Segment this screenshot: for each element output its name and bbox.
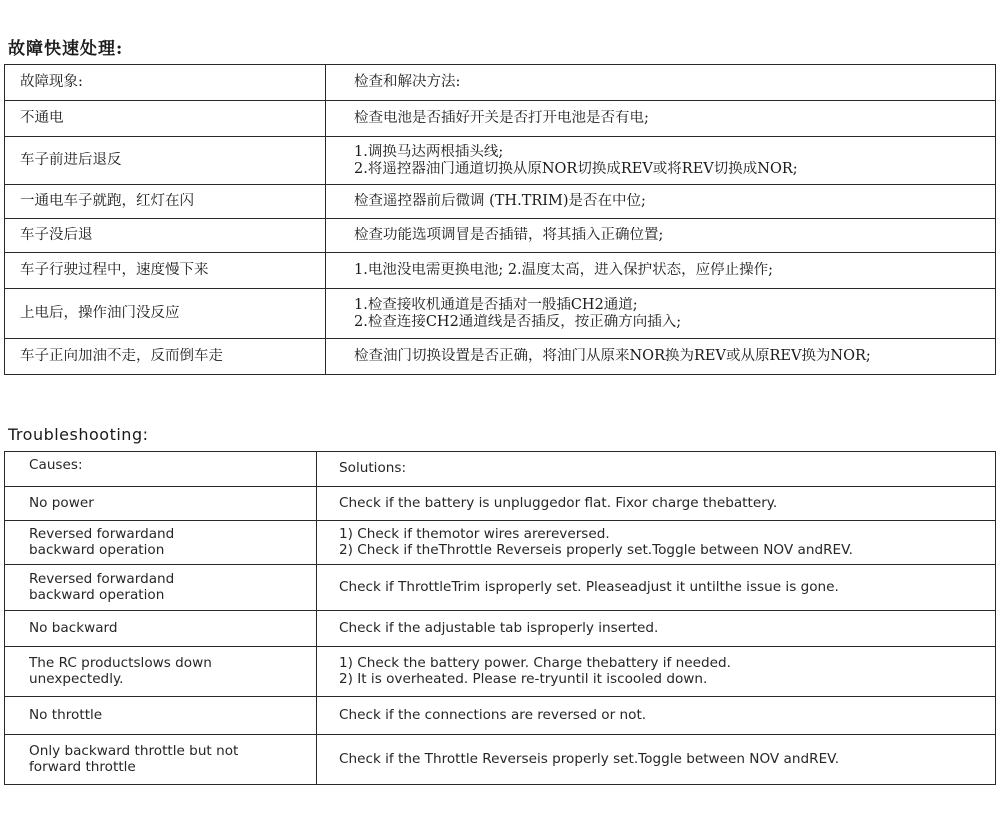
en-cell-solution-line: 2) Check if theThrottle Reverseis properly set.Toggle between NOV andREV. [339, 542, 853, 558]
cn-cell-symptom [5, 289, 326, 339]
cn-cell-symptom-line: 车子前进后退反 [20, 152, 122, 169]
en-cell-cause-line: No throttle [29, 707, 103, 723]
cn-cell-solution-line: 检查油门切换设置是否正确，将油门从原来NOR换为REV或从原REV换为NOR; [354, 348, 871, 365]
en-cell-solution-line: 1) Check if themotor wires arereversed. [339, 526, 610, 542]
cn-cell-solution [326, 289, 996, 339]
cn-cell-solution-line: 2.将遥控器油门通道切换从原NOR切换成REV或将REV切换成NOR; [354, 160, 798, 177]
en-cell-cause-line: No backward [29, 620, 118, 636]
cn-cell-solution-line: 检查功能选项调冒是否插错，将其插入正确位置; [354, 227, 664, 244]
cn-cell-solution-line: 1.调换马达两根插头线; [354, 143, 504, 160]
en-cell-cause [5, 611, 317, 647]
en-cell-cause [5, 565, 317, 611]
cn-cell-solution [326, 253, 996, 289]
en-cell-solution [317, 611, 996, 647]
en-cell-solution-line: 1) Check the battery power. Charge thebattery if needed. [339, 655, 731, 671]
en-table-row [5, 521, 996, 565]
cn-cell-solution-line: 检查电池是否插好开关是否打开电池是否有电; [354, 110, 649, 127]
en-table-row [5, 697, 996, 735]
cn-cell-symptom-line: 一通电车子就跑，红灯在闪 [20, 193, 194, 210]
en-cell-cause-line: The RC productslows down [29, 655, 212, 671]
en-cell-solution-line: Check if ThrottleTrim isproperly set. Pleaseadjust it untilthe issue is gone. [339, 579, 839, 595]
cn-cell-symptom-line: 车子没后退 [20, 227, 93, 244]
en-cell-cause [5, 735, 317, 785]
cn-cell-solution-line: 2.检查连接CH2通道线是否插反，按正确方向插入; [354, 313, 682, 330]
en-cell-solution [317, 697, 996, 735]
en-troubleshooting-table [4, 451, 996, 785]
cn-table-header-row [5, 65, 996, 101]
en-cell-solution-line: 2) It is overheated. Please re-tryuntil it iscooled down. [339, 671, 708, 687]
en-cell-solution-line: Check if the adjustable tab isproperly inserted. [339, 620, 659, 636]
en-cell-cause-line: Reversed forwardand [29, 526, 175, 542]
cn-cell-symptom-line: 车子行驶过程中，速度慢下来 [20, 262, 209, 279]
en-table-row [5, 565, 996, 611]
en-cell-cause-line: backward operation [29, 542, 165, 558]
en-cell-solution-line: Check if the battery is unpluggedor flat. Fixor charge thebattery. [339, 495, 778, 511]
en-cell-cause-line: Only backward throttle but not [29, 743, 239, 759]
cn-cell-symptom-line: 上电后，操作油门没反应 [20, 305, 180, 322]
en-table-row [5, 735, 996, 785]
cn-cell-solution [326, 219, 996, 253]
cn-troubleshooting-table [4, 64, 996, 375]
en-cell-cause-line: backward operation [29, 587, 165, 603]
en-table-row [5, 611, 996, 647]
cn-cell-solution-line: 1.电池没电需更换电池; 2.温度太高，进入保护状态，应停止操作; [354, 262, 774, 279]
cn-cell-symptom-line: 不通电 [20, 110, 64, 127]
cn-cell-solution [326, 185, 996, 219]
cn-cell-solution-line: 检查遥控器前后微调 (TH.TRIM)是否在中位; [354, 193, 646, 210]
en-cell-cause [5, 647, 317, 697]
cn-table-row [5, 101, 996, 137]
en-cell-cause-line: Reversed forwardand [29, 571, 175, 587]
cn-table-row [5, 185, 996, 219]
cn-cell-symptom-line: 车子正向加油不走，反而倒车走 [20, 348, 223, 365]
en-cell-cause-line: unexpectedly. [29, 671, 124, 687]
en-table-row [5, 487, 996, 521]
en-cell-solution-line: Check if the Throttle Reverseis properly set.Toggle between NOV andREV. [339, 751, 840, 767]
cn-cell-symptom [5, 339, 326, 375]
en-cell-cause [5, 697, 317, 735]
cn-table-row [5, 253, 996, 289]
en-header-cause: Causes: [5, 452, 317, 487]
cn-table-row [5, 137, 996, 185]
en-cell-solution [317, 565, 996, 611]
cn-cell-solution [326, 137, 996, 185]
cn-cell-symptom [5, 185, 326, 219]
cn-table-row [5, 339, 996, 375]
cn-header-symptom: 故障现象: [5, 65, 326, 101]
cn-table-row [5, 219, 996, 253]
en-cell-solution [317, 735, 996, 785]
cn-cell-solution [326, 101, 996, 137]
cn-cell-symptom [5, 101, 326, 137]
en-header-solution: Solutions: [317, 452, 996, 487]
cn-cell-solution [326, 339, 996, 375]
cn-cell-symptom [5, 219, 326, 253]
cn-section-title: 故障快速处理: [8, 39, 124, 59]
en-cell-solution [317, 521, 996, 565]
en-cell-solution-line: Check if the connections are reversed or not. [339, 707, 647, 723]
en-cell-solution [317, 487, 996, 521]
en-table-header-row [5, 452, 996, 487]
en-cell-cause [5, 521, 317, 565]
en-section-title: Troubleshooting: [8, 425, 149, 444]
cn-cell-symptom [5, 137, 326, 185]
en-cell-cause-line: forward throttle [29, 759, 136, 775]
en-cell-solution [317, 647, 996, 697]
en-table-row [5, 647, 996, 697]
cn-cell-symptom [5, 253, 326, 289]
cn-table-row [5, 289, 996, 339]
cn-cell-solution-line: 1.检查接收机通道是否插对一般插CH2通道; [354, 296, 638, 313]
en-cell-cause [5, 487, 317, 521]
cn-header-solution: 检查和解决方法: [326, 65, 996, 101]
en-cell-cause-line: No power [29, 495, 94, 511]
